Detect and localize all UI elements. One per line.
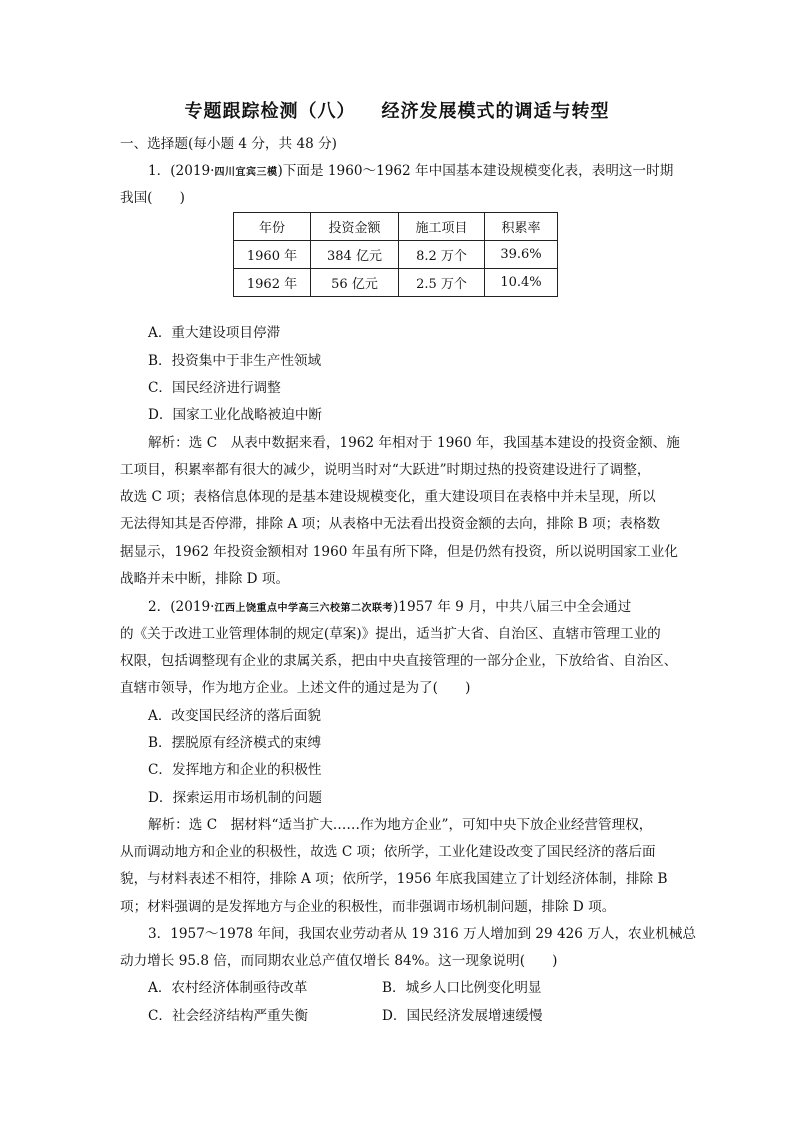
q2-option-b: B．摆脱原有经济模式的束缚 bbox=[148, 735, 322, 751]
q2-stem-line: 的《关于改进工业管理体制的规定(草案)》提出，适当扩大省、自治区、直辖市管理工业的 bbox=[120, 626, 661, 642]
title-sub: 经济发展模式的调适与转型 bbox=[381, 101, 610, 122]
q2-option-c: C．发挥地方和企业的积极性 bbox=[148, 762, 322, 778]
q2-analysis-line: 从而调动地方和企业的积极性，故选 C 项；依所学，工业化建设改变了国民经济的落后面 bbox=[120, 844, 656, 860]
q2-analysis-line: 貌，与材料表述不相符，排除 A 项；依所学，1956 年底我国建立了计划经济体制，排除 B bbox=[120, 871, 668, 887]
q1-analysis-line: 工项目，积累率都有很大的减少，说明当时对“大跃进”时期过热的投资建设进行了调整， bbox=[120, 462, 651, 478]
q1-analysis-line: 无法得知其是否停滞，排除 A 项；从表格中无法看出投资金额的去向，排除 B 项；表格数 bbox=[120, 516, 661, 532]
q1-analysis-line: 解析：选 C 从表中数据来看，1962 年相对于 1960 年，我国基本建设的投资金额、施 bbox=[148, 435, 680, 451]
table-cell: 8.2 万个 bbox=[399, 241, 485, 269]
q1-option-a: A．重大建设项目停滞 bbox=[148, 325, 281, 341]
q2-stem-line: 权限，包括调整现有企业的隶属关系，把由中央直接管理的一部分企业，下放给省、自治区、 bbox=[120, 653, 678, 669]
q2-stem-line: 直辖市领导，作为地方企业。上述文件的通过是为了( ) bbox=[120, 680, 471, 696]
q2-option-d: D．探索运用市场机制的问题 bbox=[148, 790, 323, 806]
q1-stem-line-2: 我国( ) bbox=[120, 190, 185, 206]
title-main: 专题跟踪检测（八） bbox=[184, 101, 356, 122]
q1-stem-line-1: 1．(2019·四川宜宾三模)下面是 1960～1962 年中国基本建设规模变化表，表明这一时期 bbox=[148, 163, 674, 179]
q2-stem-line-1: 2．(2019·江西上饶重点中学高三六校第二次联考)1957 年 9 月，中共八届三中全会通过 bbox=[148, 599, 632, 615]
q1-option-b: B．投资集中于非生产性领域 bbox=[148, 353, 322, 369]
q3-stem-line: 动力增长 95.8 倍，而同期农业总产值仅增长 84%。这一现象说明( ) bbox=[120, 953, 558, 969]
q3-option-d: D．国民经济发展增速缓慢 bbox=[382, 1008, 543, 1024]
q3-option-a: A．农村经济体制亟待改革 bbox=[148, 980, 308, 996]
section-heading: 一、选择题(每小题 4 分，共 48 分) bbox=[120, 136, 337, 152]
q1-source: 四川宜宾三模 bbox=[214, 167, 278, 178]
q2-source: 江西上饶重点中学高三六校第二次联考 bbox=[214, 603, 393, 614]
q3-option-b: B．城乡人口比例变化明显 bbox=[382, 980, 542, 996]
table-header-cell: 投资金额 bbox=[311, 213, 399, 241]
table-row bbox=[234, 269, 558, 297]
q3-stem-line: 3．1957～1978 年间，我国农业劳动者从 19 316 万人增加到 29 426 万人，农业机械总 bbox=[148, 926, 697, 942]
table-header-cell: 施工项目 bbox=[399, 213, 485, 241]
q2-analysis-line: 解析：选 C 据材料“适当扩大……作为地方企业”，可知中央下放企业经营管理权， bbox=[148, 817, 653, 833]
table-cell: 56 亿元 bbox=[311, 269, 399, 297]
q1-option-c: C．国民经济进行调整 bbox=[148, 380, 281, 396]
table-cell: 1962 年 bbox=[234, 269, 311, 297]
table-cell: 39.6% bbox=[485, 241, 558, 269]
table-header-row bbox=[234, 213, 558, 241]
table-header-cell: 积累率 bbox=[485, 213, 558, 241]
q3-option-c: C．社会经济结构严重失衡 bbox=[148, 1008, 308, 1024]
page-title bbox=[0, 97, 794, 123]
table-cell: 10.4% bbox=[485, 269, 558, 297]
table-cell: 1960 年 bbox=[234, 241, 311, 269]
table-row bbox=[234, 241, 558, 269]
table-cell: 384 亿元 bbox=[311, 241, 399, 269]
table-header-cell: 年份 bbox=[234, 213, 311, 241]
q1-analysis-line: 战略并未中断，排除 D 项。 bbox=[120, 571, 290, 587]
table-cell: 2.5 万个 bbox=[399, 269, 485, 297]
q1-analysis-line: 据显示，1962 年投资金额相对 1960 年虽有所下降，但是仍然有投资，所以说明国家工业化 bbox=[120, 544, 678, 560]
q2-option-a: A．改变国民经济的落后面貌 bbox=[148, 708, 321, 724]
q1-analysis-line: 故选 C 项；表格信息体现的是基本建设规模变化，重大建设项目在表格中并未呈现，所以 bbox=[120, 489, 656, 505]
q2-analysis-line: 项；材料强调的是发挥地方与企业的积极性，而非强调市场机制问题，排除 D 项。 bbox=[120, 899, 616, 915]
q1-data-table bbox=[233, 212, 558, 297]
q1-option-d: D．国家工业化战略被迫中断 bbox=[148, 407, 323, 423]
